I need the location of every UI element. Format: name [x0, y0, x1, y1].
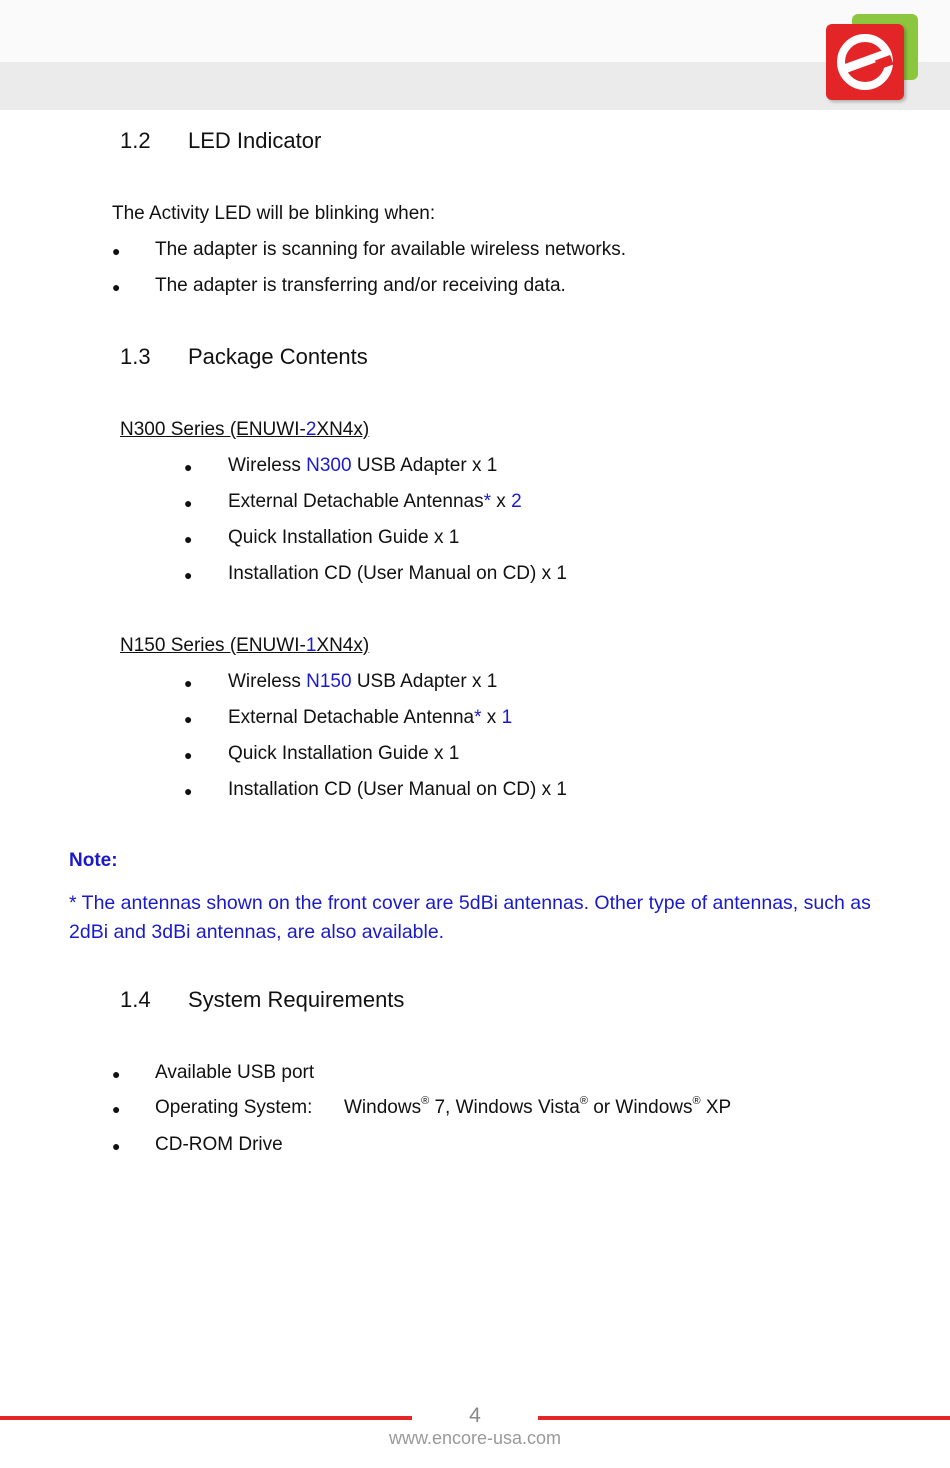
bullet-icon: ● [184, 675, 193, 691]
section-heading-led: 1.2 LED Indicator [120, 128, 322, 153]
bullet-icon: ● [184, 783, 193, 799]
bullet-icon: ● [112, 1138, 121, 1154]
led-item: The adapter is scanning for available wireless networks. [155, 239, 627, 260]
header-band [0, 62, 950, 110]
system-item: CD-ROM Drive [155, 1134, 283, 1155]
bullet-icon: ● [184, 495, 193, 511]
n150-item: Wireless N150 USB Adapter x 1 [228, 671, 498, 692]
note-body: * The antennas shown on the front cover are 5dBi antennas. Other type of antennas, such as 2dBi and 3dBi antennas, are also available. [69, 892, 871, 943]
encore-logo-icon [824, 14, 920, 104]
n300-item: External Detachable Antennas* x 2 [228, 491, 522, 512]
bullet-icon: ● [112, 279, 121, 295]
bullet-icon: ● [184, 711, 193, 727]
n300-item: Quick Installation Guide x 1 [228, 527, 460, 548]
n150-item: Quick Installation Guide x 1 [228, 743, 460, 764]
n300-heading: N300 Series (ENUWI-2XN4x) [120, 419, 370, 440]
bullet-icon: ● [112, 1101, 121, 1117]
bullet-icon: ● [184, 459, 193, 475]
section-heading-package: 1.3 Package Contents [120, 344, 368, 369]
bullet-icon: ● [112, 1066, 121, 1082]
note-title: Note: [69, 850, 118, 871]
n150-item: Installation CD (User Manual on CD) x 1 [228, 779, 567, 800]
footer-url: www.encore-usa.com [388, 1428, 562, 1448]
n300-item: Installation CD (User Manual on CD) x 1 [228, 563, 567, 584]
n150-heading: N150 Series (ENUWI-1XN4x) [120, 635, 370, 656]
n300-item: Wireless N300 USB Adapter x 1 [228, 455, 498, 476]
system-os-value: Windows® 7, Windows Vista® or Windows® XP [344, 1095, 732, 1118]
system-os-label: Operating System: [155, 1097, 313, 1118]
n150-item: External Detachable Antenna* x 1 [228, 707, 513, 728]
bullet-icon: ● [184, 567, 193, 583]
system-item: Available USB port [155, 1062, 315, 1083]
header-top [0, 0, 950, 62]
page-number: 4 [469, 1404, 481, 1427]
led-intro: The Activity LED will be blinking when: [112, 203, 436, 224]
bullet-icon: ● [184, 531, 193, 547]
section-heading-system: 1.4 System Requirements [120, 987, 405, 1012]
led-item: The adapter is transferring and/or receiving data. [155, 275, 566, 296]
bullet-icon: ● [112, 243, 121, 259]
bullet-icon: ● [184, 747, 193, 763]
